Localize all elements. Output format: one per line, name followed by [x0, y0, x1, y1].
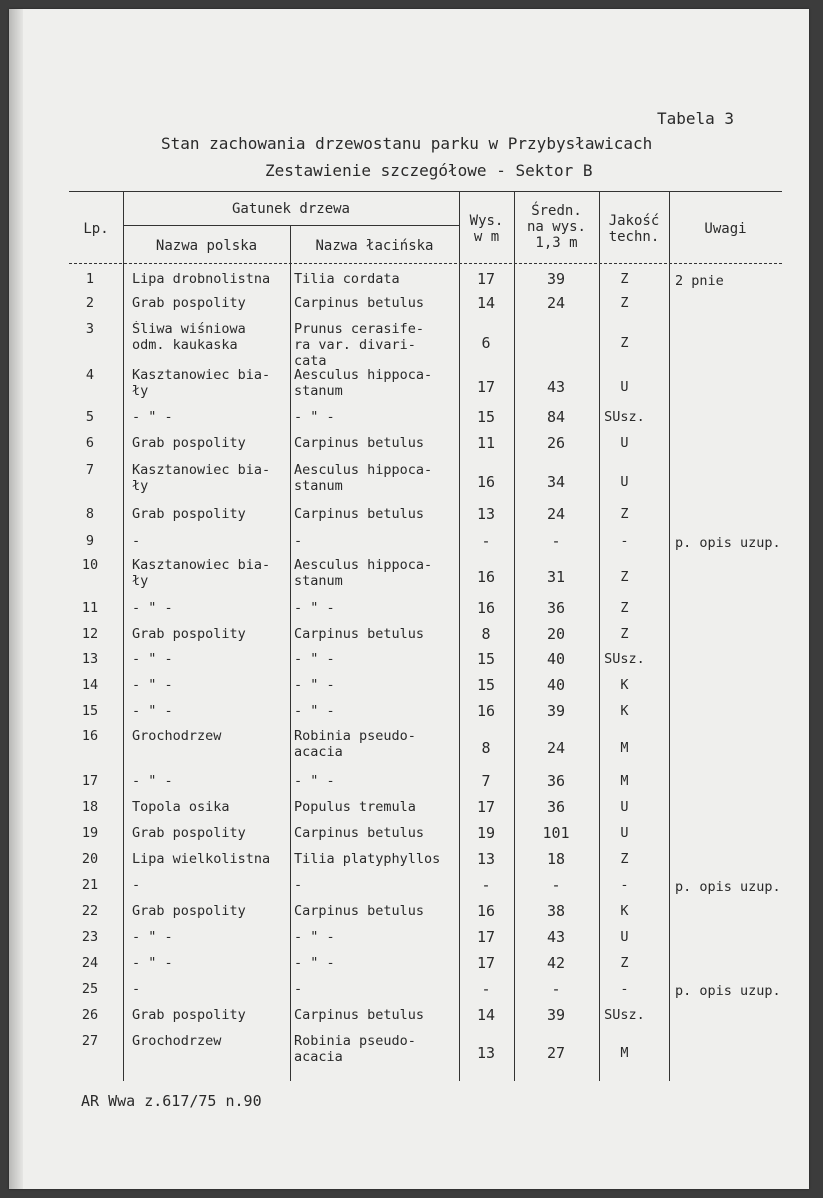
row-number: 26	[81, 1007, 99, 1023]
srednica-cell: 20	[546, 625, 566, 643]
row-number: 16	[81, 728, 99, 744]
row-number: 2	[85, 295, 95, 311]
nazwa-polska-cell: Lipa wielkolistna	[132, 851, 271, 867]
uwagi-cell: p. opis uzup.	[675, 879, 781, 895]
wysokosc-cell: 15	[476, 650, 496, 668]
nazwa-polska-cell: Kasztanowiec bia-	[132, 557, 271, 573]
wysokosc-cell: 17	[476, 798, 496, 816]
col-header-sredn-line2: na wys.	[526, 219, 586, 235]
page-binding-edge	[9, 9, 23, 1189]
jakosc-cell: Z	[620, 626, 629, 642]
jakosc-cell: Z	[620, 569, 629, 585]
col-header-lp: Lp.	[83, 221, 109, 237]
nazwa-polska-cell: Grochodrzew	[132, 1033, 222, 1049]
srednica-cell: 39	[546, 270, 566, 288]
wysokosc-cell: 16	[476, 599, 496, 617]
nazwa-lacinska-cell: Robinia pseudo-	[294, 728, 416, 744]
col-header-sredn-line3: 1,3 m	[535, 235, 578, 251]
wysokosc-cell: 14	[476, 294, 496, 312]
jakosc-cell: Z	[620, 506, 629, 522]
srednica-cell: -	[551, 532, 561, 550]
srednica-cell: 36	[546, 798, 566, 816]
srednica-cell: 18	[546, 850, 566, 868]
row-number: 11	[81, 600, 99, 616]
nazwa-lacinska-cell: acacia	[294, 1049, 343, 1065]
jakosc-cell: U	[620, 474, 629, 490]
nazwa-lacinska-cell: stanum	[294, 573, 343, 589]
nazwa-polska-cell: - " -	[132, 600, 173, 616]
nazwa-lacinska-cell: Carpinus betulus	[294, 435, 425, 451]
nazwa-polska-cell: Grab pospolity	[132, 626, 246, 642]
nazwa-polska-cell: ły	[132, 573, 149, 589]
jakosc-cell: M	[620, 1045, 629, 1061]
srednica-cell: 26	[546, 434, 566, 452]
srednica-cell: 39	[546, 1006, 566, 1024]
nazwa-polska-cell: - " -	[132, 929, 173, 945]
srednica-cell: -	[551, 876, 561, 894]
wysokosc-cell: -	[481, 876, 491, 894]
uwagi-cell: p. opis uzup.	[675, 535, 781, 551]
wysokosc-cell: -	[481, 980, 491, 998]
srednica-cell: 101	[542, 824, 570, 842]
nazwa-lacinska-cell: - " -	[294, 677, 335, 693]
nazwa-polska-cell: - " -	[132, 651, 173, 667]
wysokosc-cell: 6	[481, 334, 491, 352]
body-col-divider-wys	[514, 263, 515, 1081]
srednica-cell: 84	[546, 408, 566, 426]
srednica-cell: 39	[546, 702, 566, 720]
wysokosc-cell: 17	[476, 928, 496, 946]
col-header-wys	[459, 213, 514, 245]
wysokosc-cell: 13	[476, 505, 496, 523]
jakosc-cell: SUsz.	[604, 651, 645, 667]
nazwa-lacinska-cell: ra var. divari-	[294, 337, 416, 353]
col-header-wys-line2: w m	[473, 229, 500, 245]
nazwa-lacinska-cell: - " -	[294, 600, 335, 616]
row-number: 17	[81, 773, 99, 789]
row-number: 20	[81, 851, 99, 867]
jakosc-cell: Z	[620, 955, 629, 971]
nazwa-polska-cell: - " -	[132, 703, 173, 719]
nazwa-polska-cell: ły	[132, 383, 149, 399]
row-number: 14	[81, 677, 99, 693]
jakosc-cell: M	[620, 740, 629, 756]
nazwa-lacinska-cell: Prunus cerasife-	[294, 321, 425, 337]
wysokosc-cell: 17	[476, 378, 496, 396]
body-col-divider-sredn	[599, 263, 600, 1081]
nazwa-lacinska-cell: -	[294, 981, 303, 997]
col-header-uwagi: Uwagi	[704, 221, 747, 237]
nazwa-polska-cell: Grab pospolity	[132, 295, 246, 311]
nazwa-lacinska-cell: - " -	[294, 409, 335, 425]
gatunek-divider-rule	[123, 225, 459, 226]
row-number: 23	[81, 929, 99, 945]
col-header-jakosc	[599, 213, 669, 245]
wysokosc-cell: 16	[476, 702, 496, 720]
nazwa-polska-cell: Topola osika	[132, 799, 230, 815]
nazwa-polska-cell: Kasztanowiec bia-	[132, 367, 271, 383]
nazwa-lacinska-cell: - " -	[294, 773, 335, 789]
wysokosc-cell: 19	[476, 824, 496, 842]
row-number: 19	[81, 825, 99, 841]
header-bottom-rule	[69, 263, 782, 264]
srednica-cell: 27	[546, 1044, 566, 1062]
col-header-nazwa-lacinska: Nazwa łacińska	[315, 238, 434, 254]
row-number: 18	[81, 799, 99, 815]
jakosc-cell: U	[620, 379, 629, 395]
nazwa-lacinska-cell: -	[294, 877, 303, 893]
row-number: 22	[81, 903, 99, 919]
row-number: 8	[85, 506, 95, 522]
nazwa-polska-cell: -	[132, 981, 141, 997]
nazwa-lacinska-cell: Populus tremula	[294, 799, 416, 815]
nazwa-lacinska-cell: Tilia platyphyllos	[294, 851, 441, 867]
nazwa-lacinska-cell: Carpinus betulus	[294, 626, 425, 642]
table-top-rule	[69, 191, 782, 192]
row-number: 7	[85, 462, 95, 478]
srednica-cell: 31	[546, 568, 566, 586]
jakosc-cell: SUsz.	[604, 409, 645, 425]
nazwa-polska-cell: - " -	[132, 677, 173, 693]
wysokosc-cell: -	[481, 532, 491, 550]
jakosc-cell: Z	[620, 271, 629, 287]
row-number: 13	[81, 651, 99, 667]
col-header-sredn-line1: Średn.	[531, 203, 582, 219]
wysokosc-cell: 16	[476, 568, 496, 586]
nazwa-lacinska-cell: -	[294, 533, 303, 549]
srednica-cell: 42	[546, 954, 566, 972]
jakosc-cell: U	[620, 929, 629, 945]
page-subtitle: Zestawienie szczegółowe - Sektor B	[265, 161, 593, 180]
nazwa-lacinska-cell: - " -	[294, 651, 335, 667]
jakosc-cell: -	[620, 981, 629, 997]
row-number: 4	[85, 367, 95, 383]
nazwa-lacinska-cell: acacia	[294, 744, 343, 760]
jakosc-cell: K	[620, 903, 629, 919]
nazwa-lacinska-cell: - " -	[294, 929, 335, 945]
srednica-cell: -	[551, 980, 561, 998]
jakosc-cell: Z	[620, 295, 629, 311]
row-number: 12	[81, 626, 99, 642]
nazwa-lacinska-cell: - " -	[294, 703, 335, 719]
wysokosc-cell: 13	[476, 1044, 496, 1062]
jakosc-cell: Z	[620, 851, 629, 867]
row-number: 1	[85, 271, 95, 287]
uwagi-cell: 2 pnie	[675, 273, 724, 289]
nazwa-lacinska-cell: - " -	[294, 955, 335, 971]
nazwa-polska-cell: Grab pospolity	[132, 903, 246, 919]
body-col-divider-jakosc	[669, 263, 670, 1081]
col-header-jakosc-line1: Jakość	[608, 213, 660, 229]
jakosc-cell: -	[620, 877, 629, 893]
col-header-sredn	[514, 203, 599, 251]
srednica-cell: 43	[546, 928, 566, 946]
row-number: 10	[81, 557, 99, 573]
nazwa-lacinska-cell: Aesculus hippoca-	[294, 557, 433, 573]
nazwa-polska-cell: -	[132, 877, 141, 893]
nazwa-polska-cell: Kasztanowiec bia-	[132, 462, 271, 478]
srednica-cell: 38	[546, 902, 566, 920]
wysokosc-cell: 17	[476, 270, 496, 288]
nazwa-polska-cell: Grab pospolity	[132, 435, 246, 451]
nazwa-polska-cell: - " -	[132, 773, 173, 789]
wysokosc-cell: 8	[481, 739, 491, 757]
nazwa-polska-cell: Grab pospolity	[132, 1007, 246, 1023]
wysokosc-cell: 17	[476, 954, 496, 972]
row-number: 25	[81, 981, 99, 997]
archive-signature: AR Wwa z.617/75 n.90	[81, 1092, 262, 1110]
srednica-cell: 40	[546, 676, 566, 694]
nazwa-lacinska-cell: Aesculus hippoca-	[294, 367, 433, 383]
wysokosc-cell: 11	[476, 434, 496, 452]
col-header-wys-line1: Wys.	[469, 213, 504, 229]
row-number: 24	[81, 955, 99, 971]
col-header-jakosc-line2: techn.	[608, 229, 660, 245]
wysokosc-cell: 8	[481, 625, 491, 643]
nazwa-lacinska-cell: Aesculus hippoca-	[294, 462, 433, 478]
nazwa-lacinska-cell: stanum	[294, 478, 343, 494]
nazwa-polska-cell: - " -	[132, 955, 173, 971]
row-number: 3	[85, 321, 95, 337]
srednica-cell: 24	[546, 294, 566, 312]
nazwa-polska-cell: Grochodrzew	[132, 728, 222, 744]
srednica-cell: 24	[546, 505, 566, 523]
wysokosc-cell: 15	[476, 408, 496, 426]
row-number: 27	[81, 1033, 99, 1049]
table-number: Tabela 3	[657, 109, 735, 128]
jakosc-cell: U	[620, 825, 629, 841]
nazwa-lacinska-cell: Carpinus betulus	[294, 506, 425, 522]
jakosc-cell: K	[620, 677, 629, 693]
jakosc-cell: U	[620, 435, 629, 451]
srednica-cell: 24	[546, 739, 566, 757]
jakosc-cell: Z	[620, 335, 629, 351]
uwagi-cell: p. opis uzup.	[675, 983, 781, 999]
nazwa-polska-cell: Śliwa wiśniowa	[132, 321, 246, 337]
nazwa-polska-cell: Grab pospolity	[132, 825, 246, 841]
nazwa-lacinska-cell: Carpinus betulus	[294, 903, 425, 919]
jakosc-cell: SUsz.	[604, 1007, 645, 1023]
nazwa-lacinska-cell: Carpinus betulus	[294, 1007, 425, 1023]
srednica-cell: 36	[546, 599, 566, 617]
wysokosc-cell: 13	[476, 850, 496, 868]
body-col-divider-gatunek	[459, 263, 460, 1081]
col-header-nazwa-polska: Nazwa polska	[155, 238, 258, 254]
jakosc-cell: M	[620, 773, 629, 789]
srednica-cell: 43	[546, 378, 566, 396]
nazwa-polska-cell: ły	[132, 478, 149, 494]
col-header-gatunek: Gatunek drzewa	[231, 201, 350, 217]
jakosc-cell: K	[620, 703, 629, 719]
nazwa-lacinska-cell: Robinia pseudo-	[294, 1033, 416, 1049]
nazwa-polska-cell: odm. kaukaska	[132, 337, 238, 353]
wysokosc-cell: 14	[476, 1006, 496, 1024]
jakosc-cell: U	[620, 799, 629, 815]
document-page	[9, 9, 809, 1189]
srednica-cell: 40	[546, 650, 566, 668]
jakosc-cell: -	[620, 533, 629, 549]
nazwa-lacinska-cell: Carpinus betulus	[294, 295, 425, 311]
row-number: 21	[81, 877, 99, 893]
wysokosc-cell: 7	[481, 772, 491, 790]
page-title: Stan zachowania drzewostanu parku w Przybysławicach	[161, 134, 653, 153]
row-number: 6	[85, 435, 95, 451]
wysokosc-cell: 16	[476, 473, 496, 491]
nazwa-polska-cell: -	[132, 533, 141, 549]
nazwa-polska-cell: Lipa drobnolistna	[132, 271, 271, 287]
row-number: 5	[85, 409, 95, 425]
srednica-cell: 36	[546, 772, 566, 790]
nazwa-lacinska-cell: cata	[294, 353, 327, 369]
body-col-divider-lp	[123, 263, 124, 1081]
nazwa-lacinska-cell: stanum	[294, 383, 343, 399]
row-number: 9	[85, 533, 95, 549]
wysokosc-cell: 15	[476, 676, 496, 694]
nazwa-polska-cell: Grab pospolity	[132, 506, 246, 522]
srednica-cell: 34	[546, 473, 566, 491]
wysokosc-cell: 16	[476, 902, 496, 920]
nazwa-polska-cell: - " -	[132, 409, 173, 425]
jakosc-cell: Z	[620, 600, 629, 616]
row-number: 15	[81, 703, 99, 719]
nazwa-lacinska-cell: Tilia cordata	[294, 271, 400, 287]
nazwa-lacinska-cell: Carpinus betulus	[294, 825, 425, 841]
